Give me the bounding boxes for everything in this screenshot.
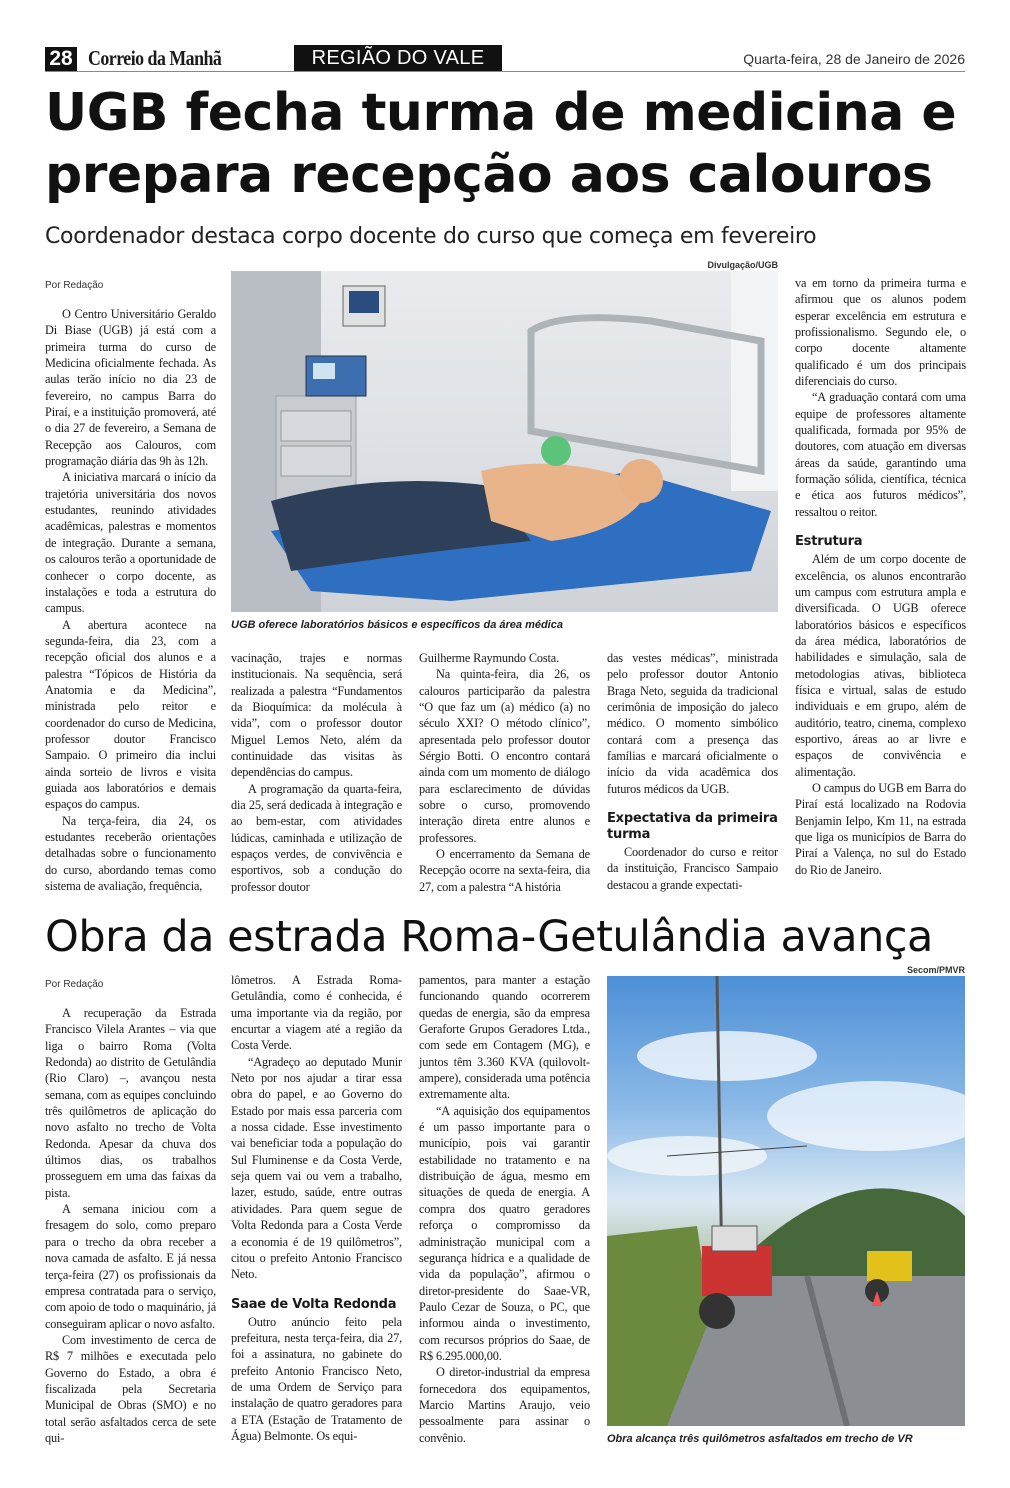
section-label: REGIÃO DO VALE [294,45,502,71]
paragraph: “A graduação contará com uma equipe de professores altamente qualificada, formada por 95% de doutores, com atuação em diversas áreas da saúde, garantindo uma formação sólida, científica, técnica e ética aos futuros médicos”, ressaltou o reitor. [795,390,966,519]
article1-photo-credit: Divulgação/UGB [707,260,778,270]
paragraph: Outro anúncio feito pela prefeitura, nesta terça-feira, dia 27, foi a assinatura, no gabinete do prefeito Antonio Francisco Neto, de uma Ordem de Serviço para instalação de quatro geradores para a ETA (Estação de Tratamento de Água) Belmonte. Os equi- [231,1314,402,1443]
paragraph: “A aquisição dos equipamentos é um passo importante para o município, pois vai garantir estabilidade no tratamento e na distribuição de água, mesmo em situações de queda de energia. A compra dos quatro geradores reforça o compromisso da administração municipal com a segurança hídrica e a qualidade de vida da população”, afirmou o diretor-presidente do Saae-VR, Paulo Cezar de Souza, o PC, que informou ainda o investimento, com recursos próprios do Saae, de R$ 6.295.000,00. [419,1103,590,1363]
header-divider [45,71,965,72]
subheading: Expectativa da primeira turma [607,811,778,843]
paragraph: A programação da quarta-feira, dia 25, será dedicada à integração e ao bem-estar, com atividades lúdicas, caminhada e utilização de espaços verdes, de convivência e esportivos, sob a condução do professor doutor [231,781,402,894]
subheading: Saae de Volta Redonda [231,1296,397,1312]
article2-photo-road-works [607,976,965,1426]
article1-headline: UGB fecha turma de medicina e prepara recepção aos calouros [45,83,957,205]
newspaper-logo: Correio da Manhã [88,46,222,70]
paragraph: pamentos, para manter a estação funcionando quando ocorrerem quedas de energia, são da empresa Geraforte Grupos Geradores Ltda., com sede em Contagem (MG), e juntos têm 3.360 KVA (quilovolt-ampere), considerada uma potência extremamente alta. [419,973,590,1102]
article2-column-1 [45,1005,216,1446]
paragraph: A semana iniciou com a fresagem do solo, como preparo para o trecho da obra receber a nova camada de asfalto. E já nessa terça-feira (27) os profissionais da empresa contratada para o serviço, com apoio de todo o maquinário, já conseguiram aplicar o novo asfalto. [45,1202,216,1331]
article2-photo-credit: Secom/PMVR [906,965,965,975]
article2-headline: Obra da estrada Roma-Getulândia avança [45,912,933,962]
subheading: Estrutura [795,534,863,550]
article1-column-2 [231,650,402,895]
paragraph: Guilherme Raymundo Costa. [419,651,560,665]
paragraph: A abertura acontece na segunda-feira, dia 23, com a recepção oficial dos alunos e a palestra “Tópicos de História da Anatomia e da Medicina”, ministrada pelo reitor e coordenador do curso de Medicina, professor doutor Francisco Sampaio. O primeiro dia inclui ainda sorteio de livros e visita guiada aos laboratórios e demais espaços do campus. [45,617,216,812]
issue-date: Quarta-feira, 28 de Janeiro de 2026 [743,51,965,67]
paragraph: A iniciativa marcará o início da trajetória universitária dos novos estudantes, reunindo atividades acadêmicas, palestras e momentos de integração. Durante a semana, os calouros terão a oportunidade de conhecer o corpo docente, as instalações e toda a estrutura do campus. [45,470,216,616]
article1-column-3 [419,650,590,895]
paragraph: va em torno da primeira turma e afirmou que os alunos podem esperar excelência em estrutura e profissionalismo. Segundo ele, o corpo docente altamente qualificado é um dos principais diferenciais do curso. [795,276,966,389]
article2-column-2 [231,972,402,1444]
paragraph: vacinação, trajes e normas institucionais. Na sequência, será realizada a palestra “Fundamentos da Bioquímica: da molécula à vida”, com o professor doutor Miguel Lemos Neto, além da continuidade das visitas às dependências do campus. [231,651,402,780]
article1-column-4 [607,650,778,893]
article1-byline: Por Redação [45,280,104,291]
paragraph: O diretor-industrial da empresa fornecedora dos equipamentos, Marcio Martins Araujo, veio pessoalmente para assinar o convênio. [419,1365,590,1445]
paragraph: A recuperação da Estrada Francisco Vilela Arantes – via que liga o bairro Roma (Volta Redonda) ao distrito de Getulândia (Rio Claro) –, avançou nesta semana, com as equipes concluindo três quilômetros de aplicação do novo asfalto no trecho de Volta Redonda. Apesar da chuva dos últimos dias, os trabalhos prosseguem em uma das faixas da pista. [45,1006,216,1200]
paragraph: O campus do UGB em Barra do Piraí está localizado na Rodovia Benjamin Ielpo, Km 11, na estrada que liga os municípios de Barra do Piraí a Valença, no sul do Estado do Rio de Janeiro. [795,780,966,877]
article1-column-5 [795,275,966,878]
paragraph: O encerramento da Semana de Recepção ocorre na sexta-feira, dia 27, com a palestra “A história [419,847,590,894]
paragraph: Com investimento de cerca de R$ 7 milhões e executada pelo Governo do Estado, a obra é fiscalizada pela Secretaria Municipal de Obras (SMO) e no total serão asfaltados cerca de sete qui- [45,1332,216,1445]
article2-byline: Por Redação [45,979,104,990]
article2-photo-caption: Obra alcança três quilômetros asfaltados em trecho de VR [607,1433,913,1445]
paragraph: Na terça-feira, dia 24, os estudantes receberão orientações detalhadas sobre o funcionamento do curso, abordando temas como sistema de avaliação, frequência, [45,813,216,894]
page-number: 28 [45,47,77,71]
article1-column-1 [45,306,216,894]
paragraph: Na quinta-feira, dia 26, os calouros participarão da palestra “O que faz um (a) médico (a) no século XXI? O método clínico”, apresentada pelo professor doutor Sérgio Botti. O encontro contará ainda com um momento de diálogo para esclarecimento de dúvidas sobre o curso, promovendo interação direta entre alunos e professores. [419,667,590,845]
paragraph: O Centro Universitário Geraldo Di Biase (UGB) já está com a primeira turma do curso de Medicina oficialmente fechada. As aulas terão início no dia 23 de fevereiro, no campus Barra do Piraí, e a instituição promoverá, até o dia 27 de fevereiro, a Semana de Recepção aos Calouros, com programação diária das 9h às 12h. [45,307,216,469]
article1-subheadline: Coordenador destaca corpo docente do curso que começa em fevereiro [45,224,817,249]
paragraph: Coordenador do curso e reitor da instituição, Francisco Sampaio destacou a grande expectati- [607,845,778,892]
article2-column-3 [419,972,590,1446]
paragraph: das vestes médicas”, ministrada pelo professor doutor Antonio Braga Neto, seguida da tradicional cerimônia de imposição do jaleco médico. O momento simbólico contará com a presença das famílias e marcará oficialmente o início da vida acadêmica dos futuros médicos da UGB. [607,651,778,796]
paragraph: lômetros. A Estrada Roma-Getulândia, como é conhecida, é uma importante via da região, por encurtar a viagem até a região da Costa Verde. [231,973,402,1053]
paragraph: “Agradeço ao deputado Munir Neto por nos ajudar a tirar essa obra do papel, e ao Governo do Estado por mais essa parceria com a nossa cidade. Esse investimento vai beneficiar toda a população do Sul Fluminense e da Costa Verde, seja quem vai ou vem a trabalho, lazer, estudo, saúde, entre outras atividades. Para quem segue de Volta Redonda para a Costa Verde a economia é de 19 quilômetros”, citou o prefeito Antonio Francisco Neto. [231,1054,402,1282]
article1-photo-caption: UGB oferece laboratórios básicos e específicos da área médica [231,619,563,631]
article1-photo-medical-lab [231,271,778,612]
paragraph: Além de um corpo docente de excelência, os alunos encontrarão um campus com estrutura ampla e diversificada. O UGB oferece laboratórios básicos e específicos da área médica, laboratórios de habilidades e simulação, sala de metodologias ativas, biblioteca física e virtual, salas de estudo individuais e em grupo, além de auditório, teatro, cinema, complexo esportivo, áreas ao ar livre e espaços de convivência e alimentação. [795,552,966,779]
